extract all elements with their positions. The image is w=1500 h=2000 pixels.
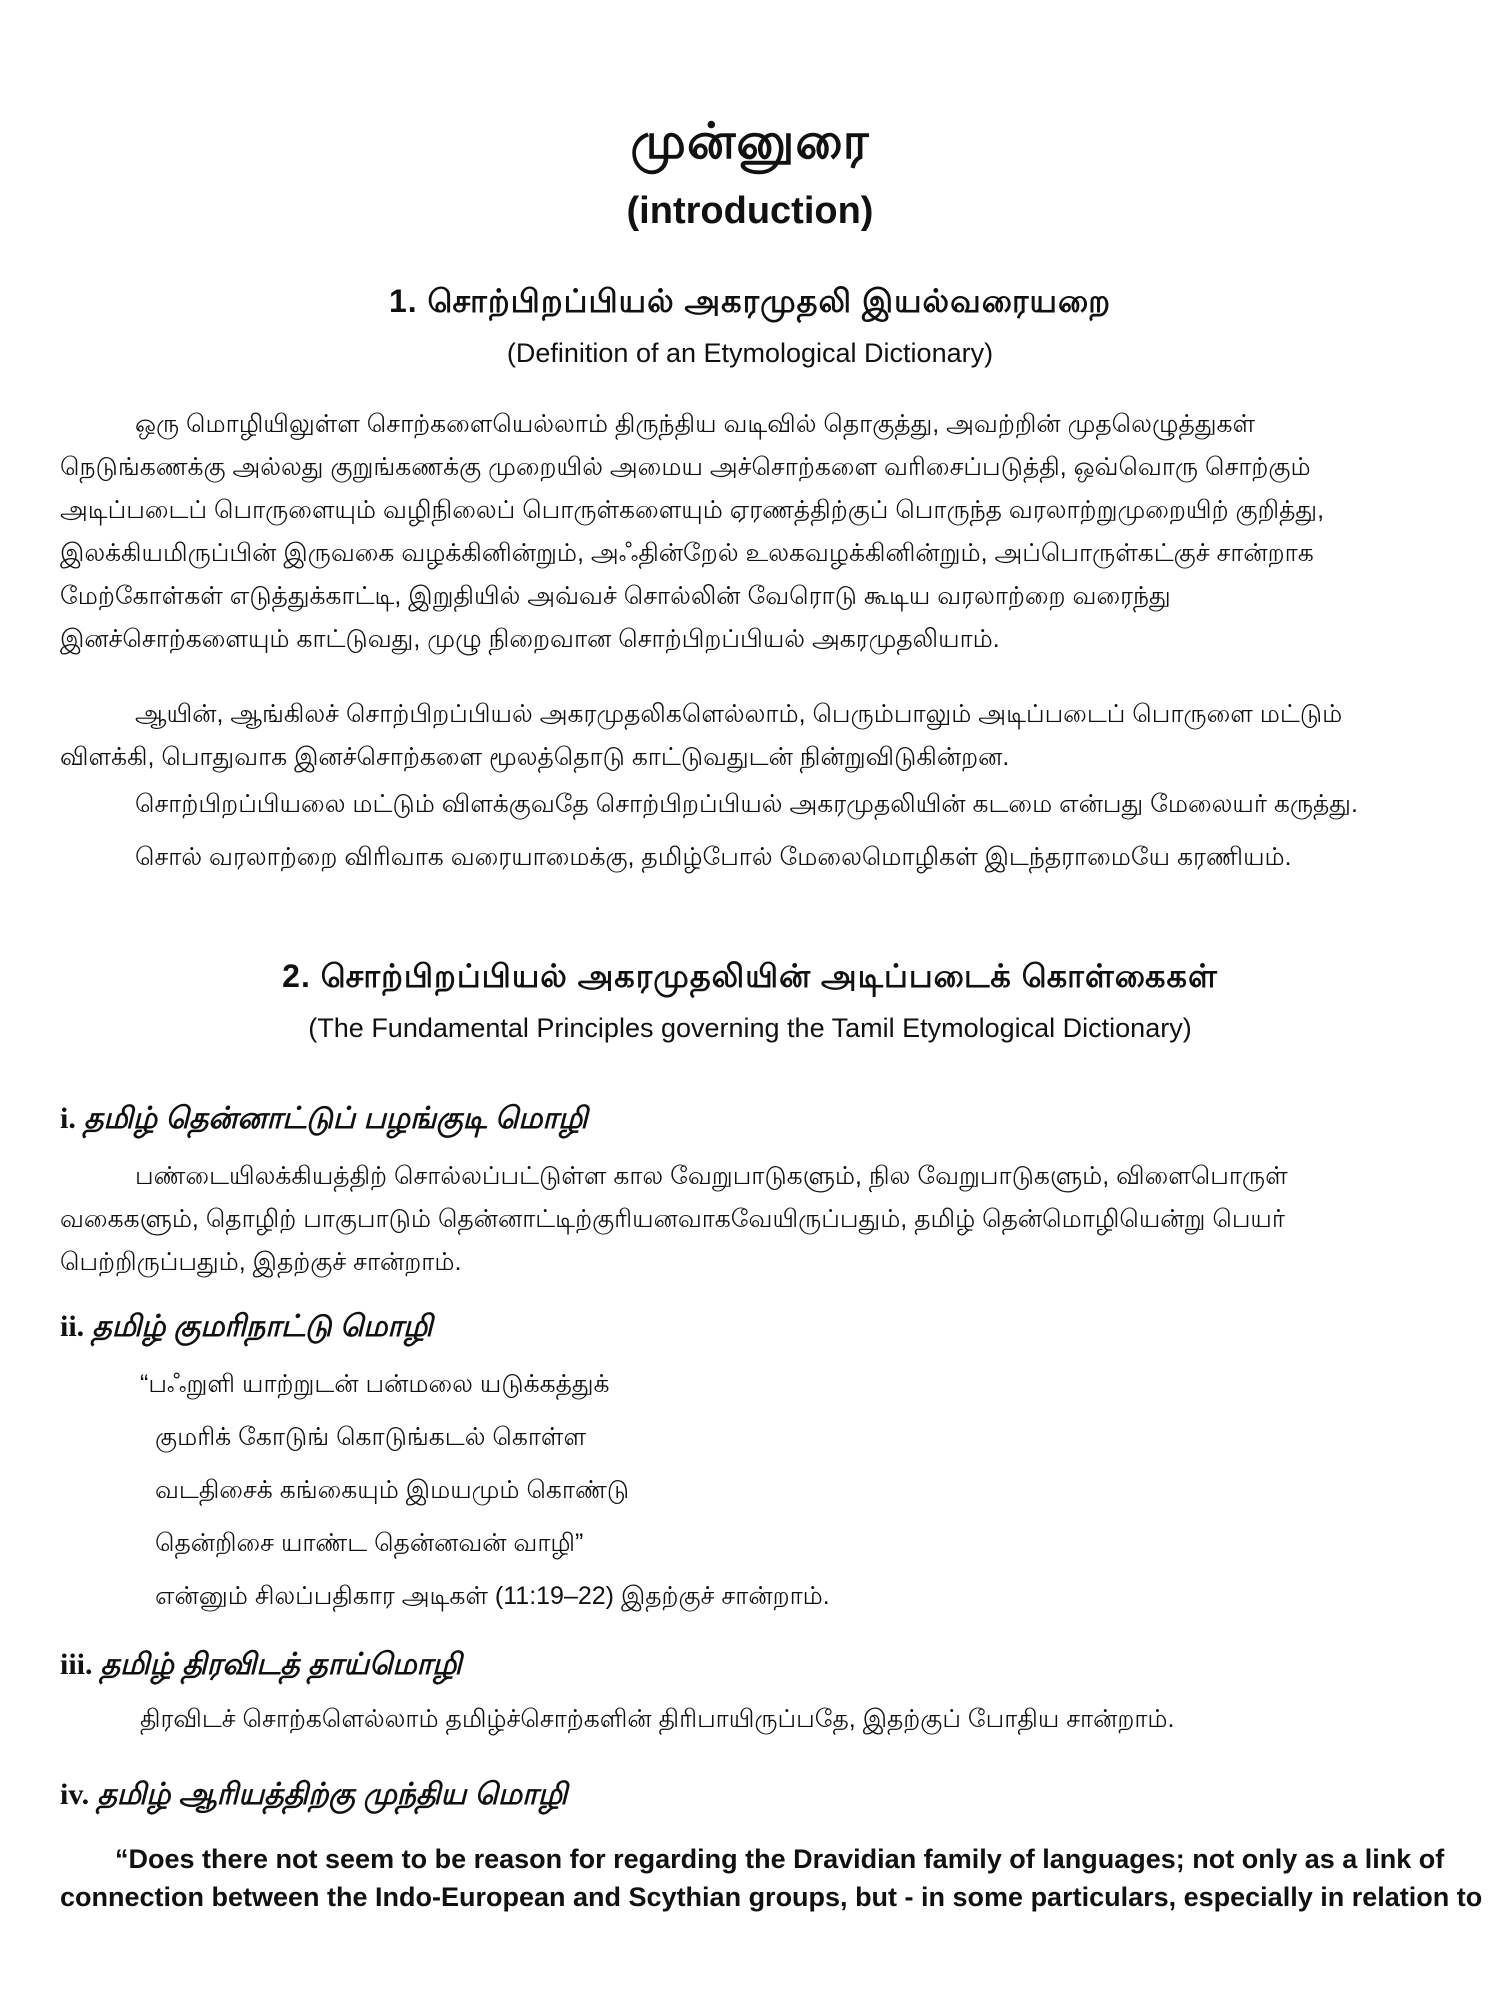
principle-4-heading [60, 1778, 567, 1816]
paragraph-line: பண்டையிலக்கியத்திற் சொல்லப்பட்டுள்ள கால வேறுபாடுகளும், நில வேறுபாடுகளும், விளைபொருள் [135, 1162, 1288, 1190]
paragraph-line: வகைகளும், தொழிற் பாகுபாடும் தென்னாட்டிற்குரியனவாகவேயிருப்பதும், தமிழ் தென்மொழியென்று பெயர் [60, 1205, 1285, 1233]
section-2-heading: 2. சொற்பிறப்பியல் அகரமுதலியின் அடிப்படைக் கொள்கைகள் [282, 958, 1218, 994]
principle-number: ii. [60, 1310, 85, 1343]
section-1-paragraph-1 [60, 403, 1440, 661]
paragraph-line: ஒரு மொழியிலுள்ள சொற்களையெல்லாம் திருந்திய வடிவில் தொகுத்து, அவற்றின் முதலெழுத்துகள் [135, 410, 1256, 438]
quote-line: connection between the Indo-European and Scythian groups, but - in some particulars, especially in relation to [60, 1882, 1483, 1912]
page-title: முன்னுரை [630, 113, 870, 169]
verse-line: குமரிக் கோடுங் கொடுங்கடல் கொள்ள [155, 1423, 587, 1451]
paragraph-line: இலக்கியமிருப்பின் இருவகை வழக்கினின்றும், அஃதின்றேல் உலகவழக்கினின்றும், அப்பொருள்கட்குச் சான்றாக [60, 539, 1314, 567]
section-1-paragraph-2 [60, 693, 1440, 779]
principle-number: iii. [60, 1648, 93, 1681]
paragraph-line: மேற்கோள்கள் எடுத்துக்காட்டி, இறுதியில் அவ்வச் சொல்லின் வேரொடு கூடிய வரலாற்றை வரைந்து [60, 582, 1171, 610]
principle-number: iv. [60, 1778, 90, 1811]
section-1-heading: 1. சொற்பிறப்பியல் அகரமுதலி இயல்வரையறை [388, 283, 1112, 319]
principle-3-heading [60, 1648, 462, 1686]
principle-title: தமிழ் ஆரியத்திற்கு முந்திய மொழி [97, 1778, 568, 1811]
section-2-subheading: (The Fundamental Principles governing the Tamil Etymological Dictionary) [308, 1013, 1192, 1043]
verse-line: தென்றிசை யாண்ட தென்னவன் வாழி” [155, 1529, 584, 1557]
principle-1-text [60, 1155, 1440, 1284]
principle-title: தமிழ் குமரிநாட்டு மொழி [92, 1310, 433, 1343]
principle-4-quote [60, 1840, 1483, 1916]
section-1-paragraph-3: சொற்பிறப்பியலை மட்டும் விளக்குவதே சொற்பிறப்பியல் அகரமுதலியின் கடமை என்பது மேலையர் கருத்து. [135, 790, 1358, 818]
paragraph-line: விளக்கி, பொதுவாக இனச்சொற்களை மூலத்தொடு காட்டுவதுடன் நின்றுவிடுகின்றன. [60, 743, 1010, 771]
principle-3-text: திரவிடச் சொற்களெல்லாம் தமிழ்ச்சொற்களின் திரிபாயிருப்பதே, இதற்குப் போதிய சான்றாம். [140, 1705, 1175, 1733]
paragraph-line: இனச்சொற்களையும் காட்டுவது, முழு நிறைவான சொற்பிறப்பியல் அகரமுதலியாம். [60, 625, 1000, 653]
verse-line: வடதிசைக் கங்கையும் இமயமும் கொண்டு [155, 1476, 630, 1504]
paragraph-line: ஆயின், ஆங்கிலச் சொற்பிறப்பியல் அகரமுதலிகளெல்லாம், பெரும்பாலும் அடிப்படைப் பொருளை மட்டும் [135, 700, 1343, 728]
section-1-paragraph-4: சொல் வரலாற்றை விரிவாக வரையாமைக்கு, தமிழ்போல் மேலைமொழிகள் இடந்தராமையே கரணியம். [135, 843, 1292, 871]
section-1-subheading: (Definition of an Etymological Dictionary) [506, 338, 994, 368]
quote-line: “Does there not seem to be reason for regarding the Dravidian family of languages; not only as a link of [115, 1844, 1445, 1874]
principle-2-heading [60, 1310, 433, 1348]
page-subtitle: (introduction) [626, 190, 874, 232]
principle-number: i. [60, 1102, 76, 1135]
principle-title: தமிழ் திரவிடத் தாய்மொழி [100, 1648, 462, 1681]
paragraph-line: நெடுங்கணக்கு அல்லது குறுங்கணக்கு முறையில் அமைய அச்சொற்களை வரிசைப்படுத்தி, ஒவ்வொரு சொற்கும் [60, 453, 1311, 481]
principle-title: தமிழ் தென்னாட்டுப் பழங்குடி மொழி [83, 1102, 588, 1135]
principle-1-heading [60, 1102, 588, 1140]
verse-line: “பஃறுளி யாற்றுடன் பன்மலை யடுக்கத்துக் [140, 1370, 610, 1398]
paragraph-line: அடிப்படைப் பொருளையும் வழிநிலைப் பொருள்களையும் ஏரணத்திற்குப் பொருந்த வரலாற்றுமுறையிற் குறித்து, [60, 496, 1325, 524]
paragraph-line: பெற்றிருப்பதும், இதற்குச் சான்றாம். [60, 1248, 462, 1276]
verse-citation: என்னும் சிலப்பதிகார அடிகள் (11:19–22) இதற்குச் சான்றாம். [155, 1582, 830, 1610]
